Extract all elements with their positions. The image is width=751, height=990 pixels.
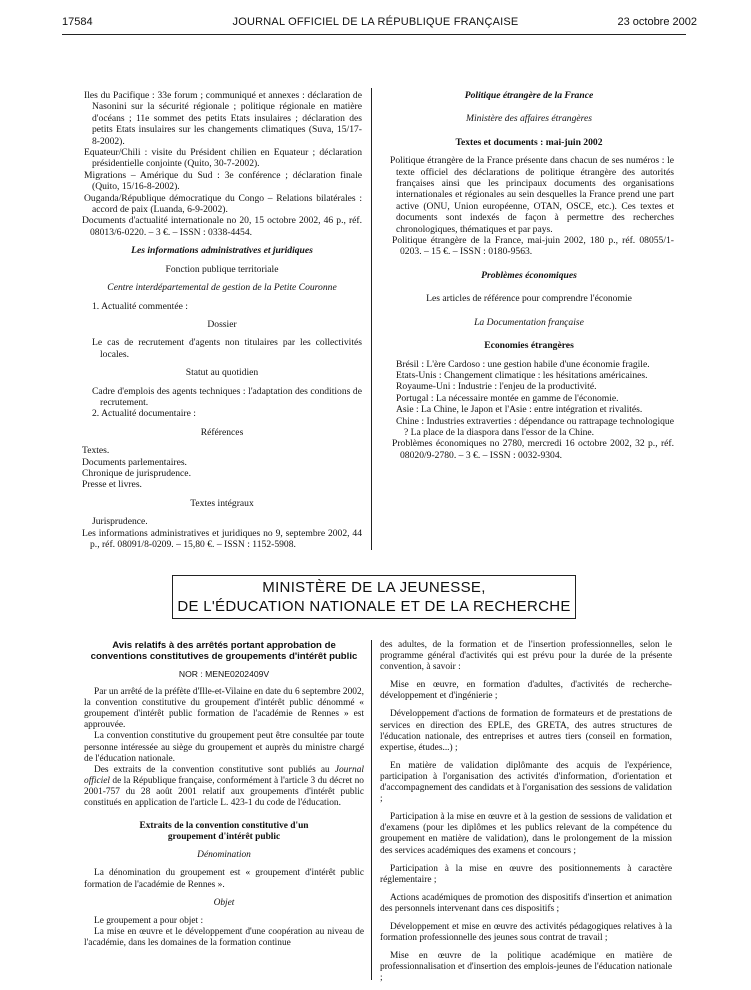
list-item: Ouganda/République démocratique du Congo – Relations bilatérales : accord de paix (Luanda, 6-9-2002). bbox=[84, 192, 362, 216]
paragraph: Par un arrêté de la préfète d'Ille-et-Vilaine en date du 6 septembre 2002, la convention constitutive du groupement d'intérêt public dénommé « groupement d'intérêt public formation de l'académie de Rennes » est approuvée. bbox=[84, 687, 365, 731]
ministry-name: Ministère des affaires étrangères bbox=[465, 113, 593, 125]
paragraph: La dénomination du groupement est « groupement d'intérêt public formation de l'académie de Rennes ». bbox=[84, 868, 364, 890]
journal-title: JOURNAL OFFICIEL DE LA RÉPUBLIQUE FRANÇAISE bbox=[232, 16, 519, 28]
list-item: Equateur/Chili : visite du Président chilien en Equateur ; déclaration présidentielle conjointe (Quito, 30-7-2002). bbox=[84, 147, 362, 170]
article-title: Avis relatifs à des arrêtés portant approbation de conventions constitutives de groupements d'intérêt public bbox=[90, 640, 358, 662]
list-item: 1. Actualité commentée : bbox=[92, 300, 188, 312]
doc-reference: Problèmes économiques no 2780, mercredi 16 octobre 2002, 32 p., réf. 08020/9-2780. – 3 €. – ISSN : 0032-9304. bbox=[392, 438, 674, 461]
paragraph: Des extraits de la convention constitutive sont publiés au Journal officiel de la République française, conformément à l'article 3 du décret no 2001-757 du 28 août 2001 relatif aux groupements d'intérêt public constitués en application de l'article L. 423-1 du code de l'éducation. bbox=[84, 764, 364, 809]
nor-reference: NOR : MENE0202409V bbox=[178, 669, 270, 679]
subheading: Statut au quotidien bbox=[185, 367, 259, 379]
subheading: Dossier bbox=[207, 318, 237, 330]
column-divider-bottom bbox=[371, 640, 372, 980]
list-item: Royaume-Uni : Industrie : l'enjeu de la productivité. bbox=[396, 381, 597, 393]
subheading: Références bbox=[200, 426, 244, 438]
page-number: 17584 bbox=[62, 16, 93, 28]
paragraph: En matière de validation diplômante des acquis de l'expérience, participation à l'organisation des activités d'information, d'orientation et d'accompagnement des candidats et à l'organisation des sessions de validation ; bbox=[380, 760, 672, 805]
list-item: Presse et livres. bbox=[82, 479, 142, 491]
paragraph: La convention constitutive du groupement peut être consultée par toute personne intéressée au siège du groupement et auprès du ministre chargé de l'éducation nationale. bbox=[84, 731, 364, 764]
list-item: Textes. bbox=[82, 445, 110, 457]
paragraph: Actions académiques de promotion des dispositifs d'insertion et animation des personnels intervenant dans ces dispositifs ; bbox=[380, 892, 672, 914]
list-item: Documents parlementaires. bbox=[82, 456, 187, 468]
subheading: Economies étrangères bbox=[484, 340, 574, 352]
list-item: Chronique de jurisprudence. bbox=[82, 467, 191, 479]
subheading: Extraits de la convention constitutive d'un groupement d'intérêt public bbox=[139, 821, 309, 843]
doc-reference: Les informations administratives et juridiques no 9, septembre 2002, 44 p., réf. 08091/8-0209. – 15,80 €. – ISSN : 1152-5908. bbox=[82, 527, 362, 550]
centre-name: Centre interdépartemental de gestion de la Petite Couronne bbox=[107, 282, 337, 294]
paragraph: des adultes, de la formation et de l'insertion professionnelles, selon le programme général d'activités qui est prévu pour la durée de la présente convention, à savoir : bbox=[380, 640, 672, 673]
paragraph: Le groupement a pour objet : bbox=[94, 915, 204, 926]
list-item: Iles du Pacifique : 33e forum ; communiqué et annexes : déclaration de Nasonini sur la sécurité régionale ; politique régionale en matière d'océans ; 11e sommet des petits Etats insulaires ; déclaration des petits Etats insulaires sur les changements climatiques (Suva, 15/17-8-2002). bbox=[84, 90, 362, 147]
paragraph: Mise en œuvre de la politique académique en matière de professionnalisation et d'insertion des emplois-jeunes de l'éducation nationale ; bbox=[380, 951, 672, 984]
paragraph: Politique étrangère de la France présente dans chacun de ses numéros : le texte officiel des déclarations de politique étrangère des autorités françaises ainsi que les principaux documents des organisations internationales et régionales au sein desquelles la France prend une part active (ONU, Union européenne, OTAN, OSCE, etc.). Ces textes et documents sont indexés de façon à permettre des recherches chronologiques, thématiques et par pays. bbox=[390, 155, 674, 235]
list-item: 2. Actualité documentaire : bbox=[92, 408, 196, 420]
doc-reference: Politique étrangère de la France, mai-juin 2002, 180 p., réf. 08055/1-0203. – 15 €. – ISSN : 0180-9563. bbox=[392, 235, 674, 258]
section-title: Les informations administratives et juridiques bbox=[131, 245, 313, 257]
section-title: Problèmes économiques bbox=[481, 269, 577, 281]
paragraph: Participation à la mise en œuvre des positionnements à caractère réglementaire ; bbox=[380, 863, 672, 885]
list-item: Chine : Industries extraverties : dépendance ou rattrapage technologique ? La place de la diaspora dans l'essor de la Chine. bbox=[396, 415, 674, 438]
top-right-column bbox=[384, 90, 674, 461]
list-item: Cadre d'emplois des agents techniques : l'adaptation des conditions de recrutement. bbox=[92, 385, 362, 408]
section-title: Politique étrangère de la France bbox=[464, 90, 594, 101]
top-left-column bbox=[82, 90, 362, 550]
header-rule bbox=[62, 34, 686, 35]
paragraph: Participation à la mise en œuvre et à la gestion de sessions de validation et d'examens (pour les diplômes et les publics relevant de la compétence du groupement en matière de validation), dans le prolongement de la mission des services académiques des examens et concours ; bbox=[380, 812, 672, 856]
publisher: La Documentation française bbox=[474, 316, 584, 328]
list-item: Migrations – Amérique du Sud : 3e conférence ; déclaration finale (Quito, 15/16-8-2002). bbox=[84, 169, 362, 193]
list-item: Jurisprudence. bbox=[92, 516, 148, 528]
list-item: Etats-Unis : Changement climatique : les hésitations américaines. bbox=[396, 369, 648, 381]
doc-reference: Documents d'actualité internationale no 20, 15 octobre 2002, 46 p., réf. 08013/6-0220. – 3 €. – ISSN : 0338-4454. bbox=[82, 215, 362, 238]
bottom-right-column bbox=[380, 640, 672, 984]
page-header bbox=[0, 16, 751, 36]
paragraph: Mise en œuvre, en formation d'adultes, d'activités de recherche-développement et d'ingénierie ; bbox=[380, 680, 672, 702]
list-item: Le cas de recrutement d'agents non titulaires par les collectivités locales. bbox=[92, 337, 362, 360]
list-item: Brésil : L'ère Cardoso : une gestion habile d'une économie fragile. bbox=[396, 358, 650, 370]
ministry-banner bbox=[172, 575, 576, 619]
list-item: Asie : La Chine, le Japon et l'Asie : entre intégration et rivalités. bbox=[396, 404, 643, 416]
paragraph: La mise en œuvre et le développement d'une coopération au niveau de l'académie, dans les domaines de la formation continue bbox=[84, 926, 364, 948]
subheading: Dénomination bbox=[197, 850, 251, 861]
bottom-left-column bbox=[84, 640, 364, 949]
section-subtitle: Fonction publique territoriale bbox=[165, 263, 279, 275]
list-item: Portugal : La nécessaire montée en gamme de l'économie. bbox=[396, 392, 619, 404]
section-subtitle: Les articles de référence pour comprendre l'économie bbox=[426, 293, 632, 305]
paragraph: Développement et mise en œuvre des activités pédagogiques relatives à la formation professionnelle des jeunes sous contrat de travail ; bbox=[380, 921, 672, 944]
subheading: Textes intégraux bbox=[190, 497, 254, 509]
column-divider-top bbox=[371, 88, 372, 550]
subheading: Textes et documents : mai-juin 2002 bbox=[455, 136, 603, 148]
issue-date: 23 octobre 2002 bbox=[617, 16, 697, 28]
subheading: Objet bbox=[213, 897, 235, 908]
ministry-line-1: MINISTÈRE DE LA JEUNESSE, bbox=[262, 579, 486, 596]
paragraph: Développement d'actions de formation de formateurs et de prestations de services en direction des EPLE, des GRETA, des autres structures de l'éducation nationale, des entreprises et autres tiers (conseil en formation, expertise, études...) ; bbox=[380, 709, 672, 753]
ministry-line-2: DE L'ÉDUCATION NATIONALE ET DE LA RECHERCHE bbox=[177, 598, 571, 615]
